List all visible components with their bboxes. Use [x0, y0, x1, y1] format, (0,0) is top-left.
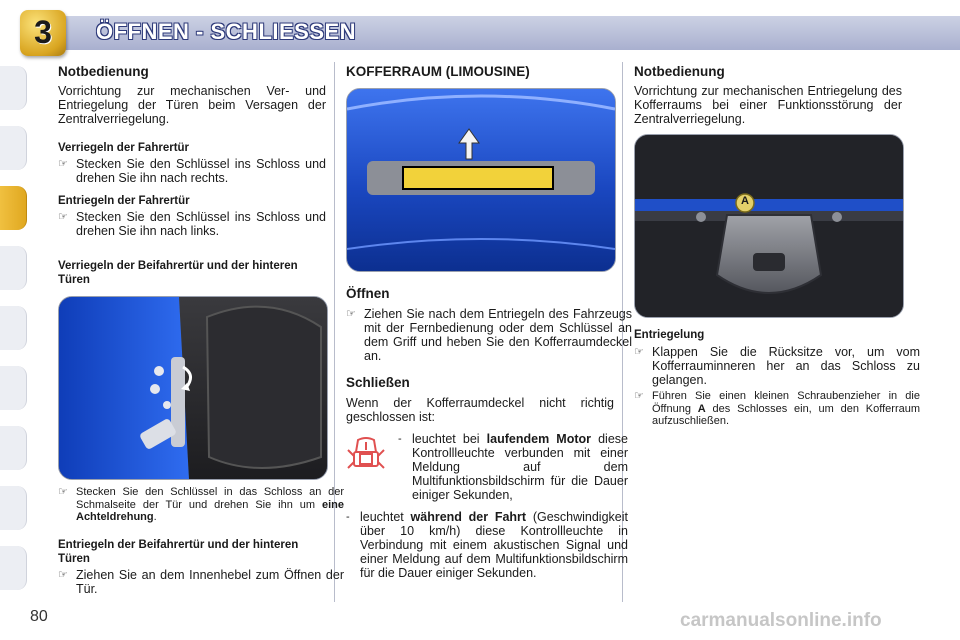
list-item: - leuchtet bei laufendem Motor diese Kontrollleuchte verbunden mit einer Meldung auf dem Multifunktionsbildschirm für die Dauer einiger Sekunden, — [398, 432, 628, 502]
pointing-hand-icon: ☞ — [346, 308, 356, 320]
subheading-lock-driver: Verriegeln der Fahrertür — [58, 142, 190, 154]
side-tab-4[interactable] — [0, 246, 27, 290]
close-intro-text: Wenn der Kofferraumdeckel nicht richtig geschlossen ist: — [346, 396, 614, 424]
list-item: ☞ Klappen Sie die Rücksitze vor, um vom Kofferrauminneren her an das Schloss zu gelangen. — [634, 345, 920, 387]
section-heading-kofferraum: KOFFERRAUM (LIMOUSINE) — [346, 64, 530, 79]
list-item: ☞ Stecken Sie den Schlüssel ins Schloss und drehen Sie ihn nach rechts. — [58, 157, 326, 185]
side-tab-8[interactable] — [0, 486, 27, 530]
warning-light-symbol — [346, 434, 386, 474]
intro-text: Vorrichtung zur mechanischen Ver- und Entriegelung der Türen beim Versagen der Zentralverriegelung. — [58, 84, 326, 126]
section-heading-schliessen: Schließen — [346, 375, 410, 390]
side-tab-5[interactable] — [0, 306, 27, 350]
subheading-unlock-passenger: Entriegeln der Beifahrertür und der hinteren Türen — [58, 539, 299, 565]
trunk-handle-illustration — [347, 89, 615, 271]
section-heading-oeffnen: Öffnen — [346, 286, 390, 301]
pointing-hand-icon: ☞ — [58, 569, 68, 581]
side-tab-7[interactable] — [0, 426, 27, 470]
trunk-intro-text: Vorrichtung zur mechanischen Entriegelung des Kofferraums bei einer Funktionsstörung der Zentralverriegelung. — [634, 84, 902, 126]
pointing-hand-icon: ☞ — [58, 211, 68, 223]
list-item: ☞ Ziehen Sie nach dem Entriegeln des Fahrzeugs mit der Fernbedienung oder dem Schlüssel an dem Griff und heben Sie den Kofferraumdeckel an. — [346, 307, 632, 363]
list-item: ☞ Stecken Sie den Schlüssel in das Schloss an der Schmalseite der Tür und drehen Sie ihn um eine Achteldrehung. — [58, 486, 344, 523]
trunk-handle-photo — [346, 88, 616, 272]
section-heading-notbedienung-trunk: Notbedienung — [634, 64, 725, 79]
side-tab-2[interactable] — [0, 126, 27, 170]
chapter-number: 3 — [34, 14, 52, 50]
watermark: carmanualsonline.info — [680, 610, 882, 631]
list-item: ☞ Führen Sie einen kleinen Schraubenzieher in die Öffnung A des Schlosses ein, um den Kofferraum aufzuschließen. — [634, 390, 920, 427]
section-heading-notbedienung: Notbedienung — [58, 64, 149, 79]
subheading-entriegelung: Entriegelung — [634, 329, 705, 341]
door-lock-photo — [58, 296, 328, 480]
list-item: - leuchtet während der Fahrt (Geschwindigkeit über 10 km/h) diese Kontrollleuchte in Verbindung mit einem akustischen Signal und einer Meldung auf dem Multifunktionsbildschirm für die Dauer einiger Sekunden. — [346, 510, 628, 580]
list-item: ☞ Stecken Sie den Schlüssel ins Schloss und drehen Sie ihn nach links. — [58, 210, 326, 238]
side-tab-6[interactable] — [0, 366, 27, 410]
side-tab-active[interactable] — [0, 186, 27, 230]
subheading-unlock-driver: Entriegeln der Fahrertür — [58, 195, 190, 207]
list-item: ☞ Ziehen Sie an dem Innenhebel zum Öffnen der Tür. — [58, 568, 344, 596]
trunk-lock-illustration — [635, 135, 903, 317]
trunk-lock-photo — [634, 134, 904, 318]
side-tab-1[interactable] — [0, 66, 27, 110]
chapter-badge — [20, 10, 66, 56]
pointing-hand-icon: ☞ — [58, 158, 68, 170]
pointing-hand-icon: ☞ — [58, 486, 68, 498]
page-title: ÖFFNEN - SCHLIESSEN — [96, 19, 357, 44]
pointing-hand-icon: ☞ — [634, 346, 644, 358]
subheading-lock-passenger: Verriegeln der Beifahrertür und der hinteren Türen — [58, 260, 298, 286]
pointing-hand-icon: ☞ — [634, 390, 644, 402]
photo-label-a: A — [741, 195, 749, 207]
open-door-warning-icon — [346, 434, 386, 474]
page-number: 80 — [30, 608, 48, 625]
side-tab-9[interactable] — [0, 546, 27, 590]
door-lock-illustration — [59, 297, 327, 479]
